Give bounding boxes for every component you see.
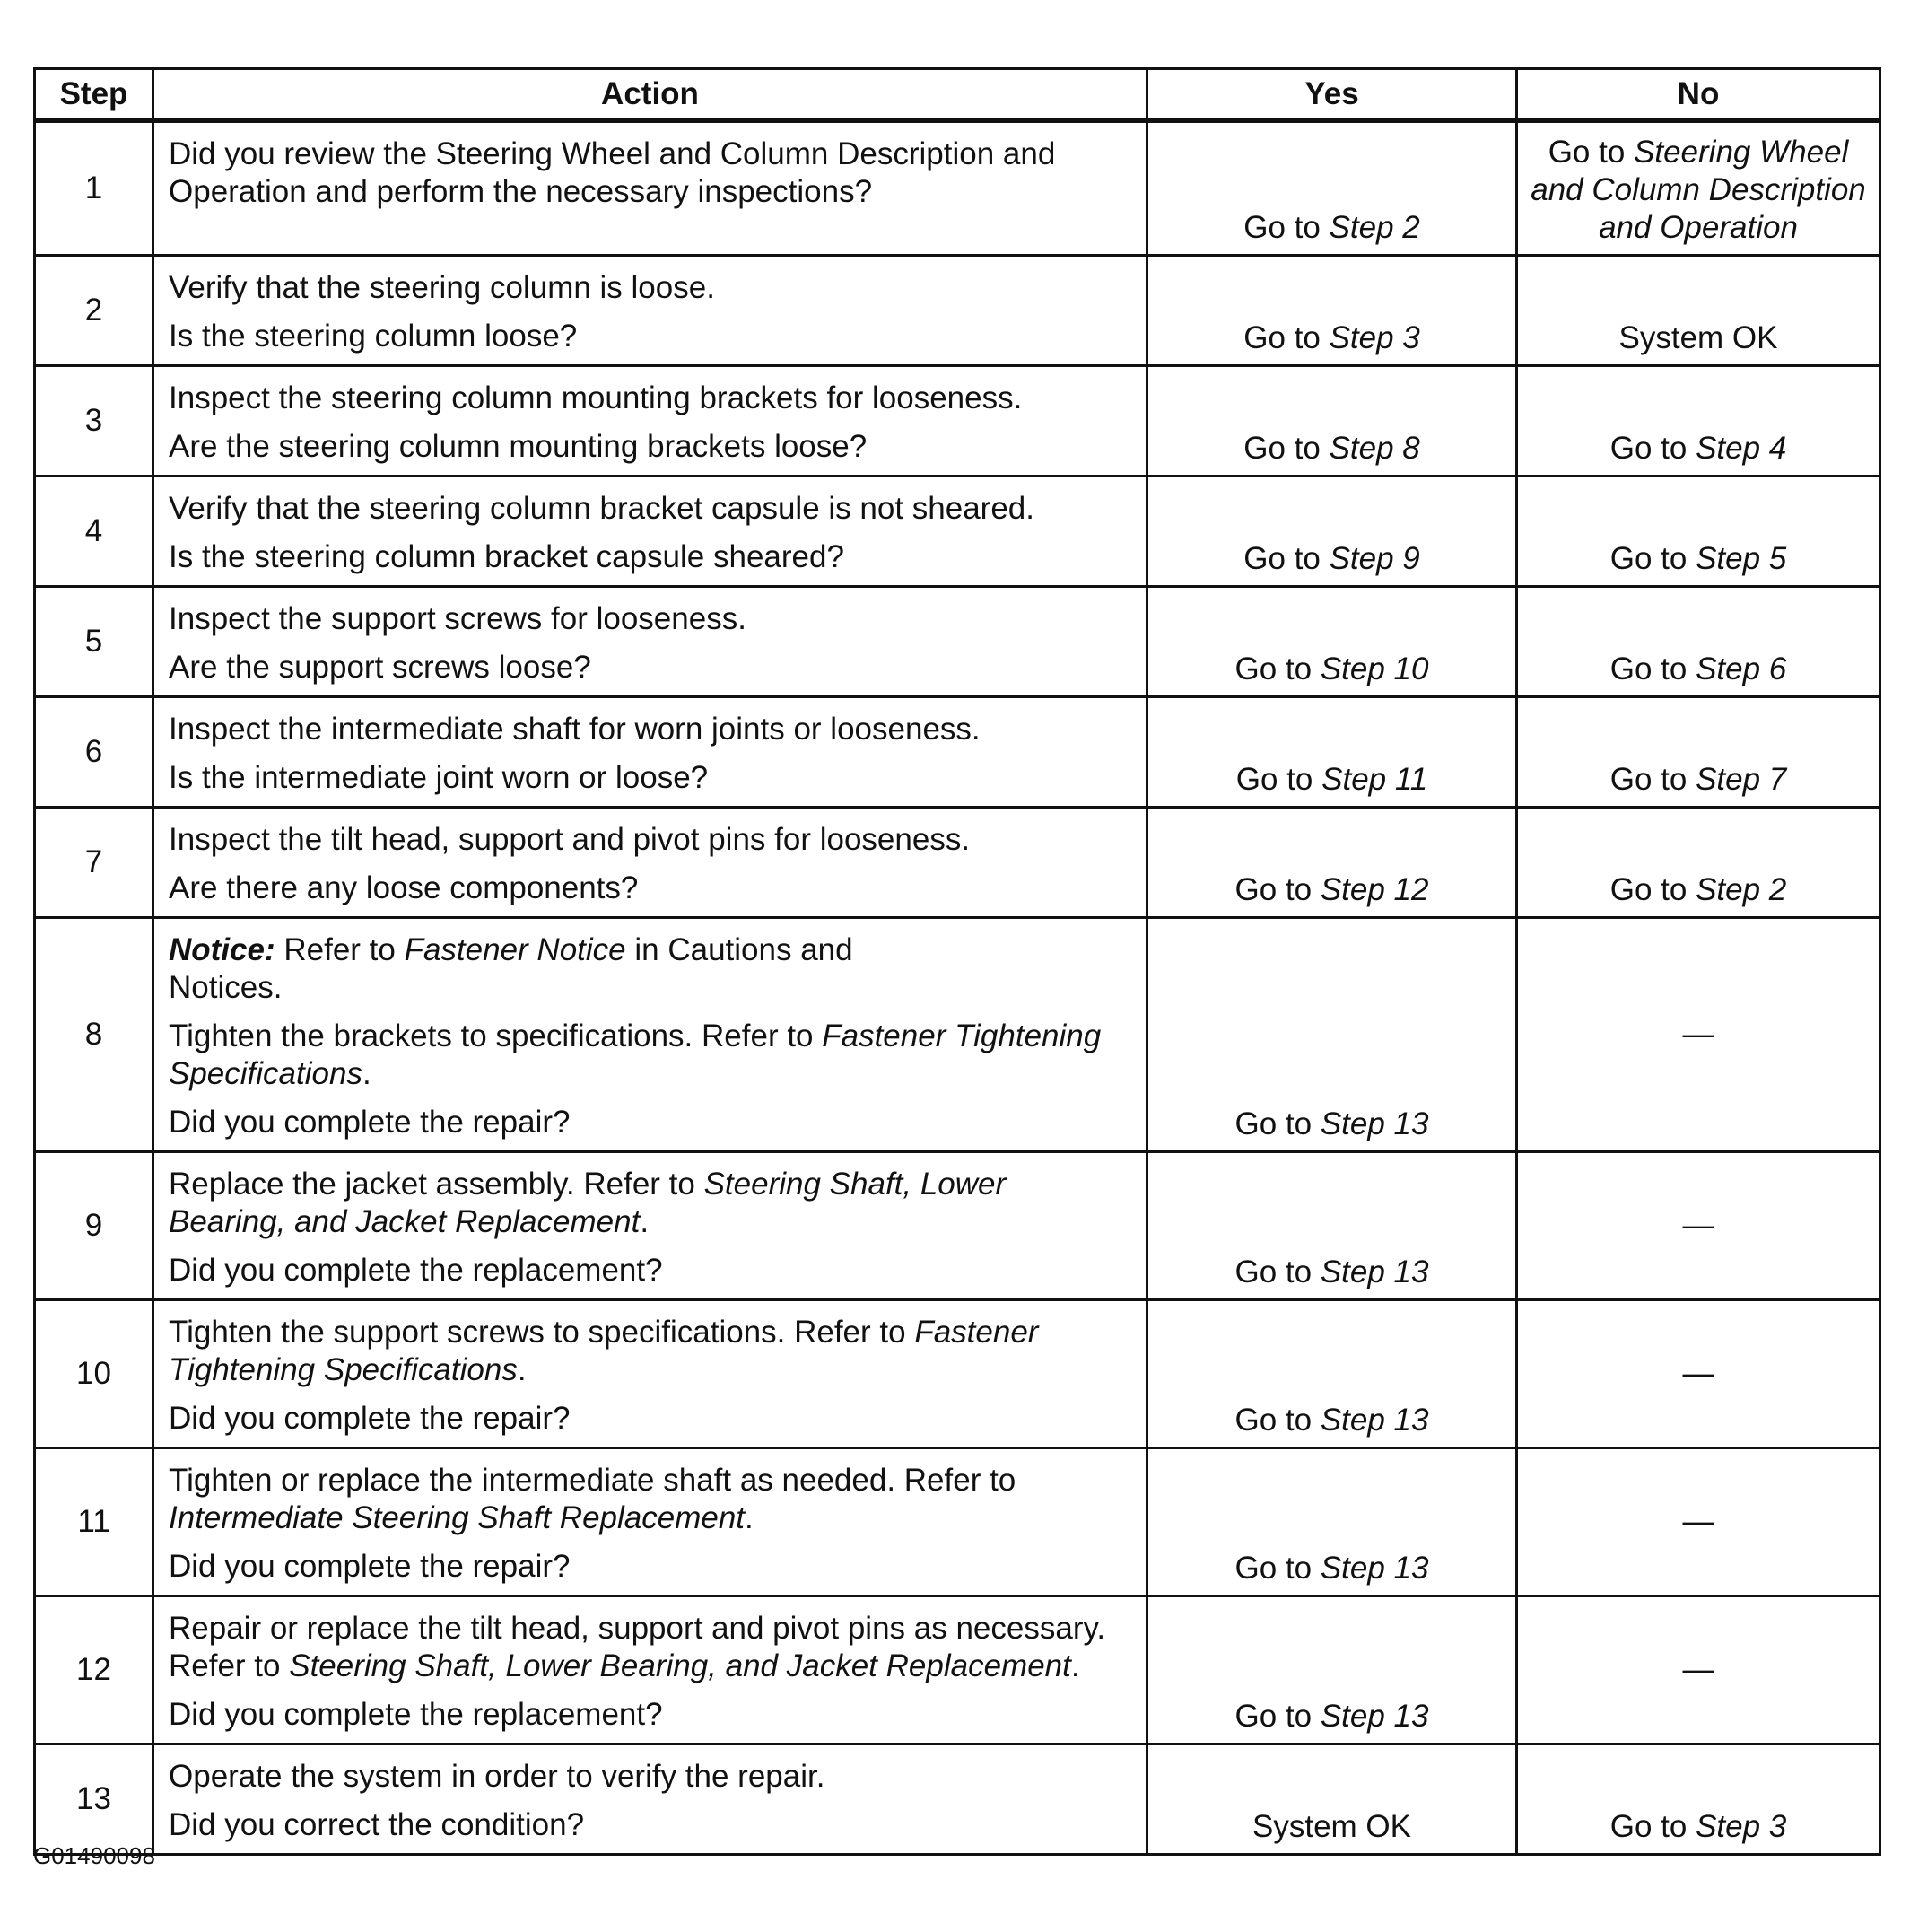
- reference-text: Steering Wheel and Column Description and Operation: [1531, 135, 1866, 245]
- text-run: Repair or replace the tilt head, support and pivot pins as necessary. Refer to: [169, 1611, 1106, 1683]
- header-row: [35, 69, 1880, 121]
- action-paragraph: [169, 1104, 1131, 1141]
- column-header-action: Action: [153, 69, 1147, 121]
- text-run: Did you complete the repair?: [169, 1105, 571, 1140]
- action-paragraph: [169, 1462, 1131, 1537]
- text-run: —: [1682, 1652, 1714, 1687]
- no-result: [1517, 587, 1880, 697]
- action-paragraph: [169, 931, 1131, 1007]
- text-run: Go to: [1243, 320, 1330, 355]
- no-result: [1517, 1152, 1880, 1300]
- reference-text: Step 4: [1696, 431, 1787, 466]
- text-run: Are there any loose components?: [169, 870, 639, 905]
- reference-text: Steering Shaft, Lower Bearing, and Jacket Replacement: [289, 1648, 1071, 1683]
- text-run: in Cautions and: [625, 932, 853, 967]
- reference-text: Step 9: [1329, 541, 1420, 576]
- action-paragraph: [169, 1166, 1131, 1241]
- text-run: Verify that the steering column is loose.: [169, 270, 715, 305]
- step-number: 13: [35, 1744, 153, 1855]
- text-run: Verify that the steering column bracket capsule is not sheared.: [169, 491, 1034, 526]
- step-number: 8: [35, 918, 153, 1152]
- text-run: —: [1682, 1208, 1714, 1243]
- text-run: Notices.: [169, 970, 283, 1005]
- action-paragraph: [169, 1252, 1131, 1289]
- text-run: Refer to: [275, 932, 405, 967]
- text-run: Tighten the support screws to specifications. Refer to: [169, 1315, 915, 1350]
- text-run: .: [745, 1500, 754, 1535]
- text-run: Inspect the tilt head, support and pivot pins for looseness.: [169, 822, 971, 857]
- column-header-yes: Yes: [1147, 69, 1517, 121]
- action-paragraph: [169, 649, 1131, 686]
- action-cell: [153, 587, 1147, 697]
- reference-text: Step 13: [1320, 1699, 1429, 1734]
- text-run: System OK: [1252, 1809, 1411, 1844]
- text-run: Go to: [1609, 762, 1696, 797]
- yes-result: [1147, 1300, 1517, 1448]
- action-cell: [153, 476, 1147, 587]
- action-cell: [153, 1152, 1147, 1300]
- text-run: .: [1070, 1648, 1080, 1683]
- reference-text: Step 13: [1320, 1551, 1429, 1586]
- yes-result: [1147, 1448, 1517, 1596]
- table-row: [35, 808, 1880, 918]
- text-run: Go to: [1548, 135, 1635, 170]
- notice-label: Notice:: [169, 932, 275, 967]
- reference-text: Step 6: [1696, 651, 1787, 686]
- reference-text: Step 2: [1696, 872, 1787, 907]
- step-number: 11: [35, 1448, 153, 1596]
- reference-text: Intermediate Steering Shaft Replacement: [169, 1500, 746, 1535]
- text-run: Are the steering column mounting brackets loose?: [169, 429, 868, 464]
- action-paragraph: [169, 711, 1131, 748]
- text-run: Go to: [1243, 210, 1330, 245]
- action-paragraph: [169, 1610, 1131, 1685]
- step-number: 9: [35, 1152, 153, 1300]
- action-cell: [153, 808, 1147, 918]
- yes-result: [1147, 918, 1517, 1152]
- text-run: Tighten the brackets to specifications. Refer to: [169, 1018, 823, 1053]
- no-result: [1517, 1448, 1880, 1596]
- action-paragraph: [169, 1806, 1131, 1844]
- column-header-step: Step: [35, 69, 153, 121]
- step-number: 6: [35, 697, 153, 808]
- figure-id-label: G01490098: [33, 1842, 155, 1869]
- table-row: [35, 1300, 1880, 1448]
- reference-text: Step 7: [1696, 762, 1787, 797]
- action-cell: [153, 1300, 1147, 1448]
- action-paragraph: [169, 380, 1131, 417]
- action-paragraph: [169, 821, 1131, 859]
- action-paragraph: [169, 600, 1131, 638]
- reference-text: Steering Shaft, Lower Bearing, and Jacket Replacement: [169, 1167, 1007, 1239]
- text-run: Go to: [1234, 1403, 1321, 1438]
- reference-text: Step 8: [1329, 431, 1420, 466]
- reference-text: Step 11: [1321, 762, 1428, 797]
- action-paragraph: [169, 1400, 1131, 1438]
- text-run: Go to: [1609, 431, 1696, 466]
- action-paragraph: [169, 318, 1131, 355]
- text-run: Did you complete the replacement?: [169, 1697, 663, 1732]
- text-run: Inspect the intermediate shaft for worn joints or looseness.: [169, 712, 981, 747]
- action-paragraph: [169, 1018, 1131, 1093]
- action-paragraph: [169, 1696, 1131, 1734]
- reference-text: Step 13: [1320, 1254, 1429, 1289]
- text-run: —: [1682, 1504, 1714, 1539]
- action-cell: [153, 697, 1147, 808]
- step-number: 4: [35, 476, 153, 587]
- action-paragraph: [169, 870, 1131, 907]
- table-row: [35, 366, 1880, 476]
- text-run: Operate the system in order to verify the repair.: [169, 1759, 825, 1794]
- yes-result: [1147, 1596, 1517, 1744]
- no-result: [1517, 697, 1880, 808]
- text-run: .: [517, 1352, 527, 1387]
- text-run: Go to: [1609, 651, 1696, 686]
- text-run: Go to: [1234, 1551, 1321, 1586]
- text-run: Go to: [1243, 431, 1330, 466]
- yes-result: [1147, 587, 1517, 697]
- action-paragraph: [169, 759, 1131, 797]
- text-run: Go to: [1609, 541, 1696, 576]
- no-result: [1517, 256, 1880, 366]
- text-run: Go to: [1609, 872, 1696, 907]
- step-number: 10: [35, 1300, 153, 1448]
- text-run: —: [1682, 1356, 1714, 1391]
- text-run: Go to: [1234, 1106, 1321, 1141]
- step-number: 7: [35, 808, 153, 918]
- step-number: 12: [35, 1596, 153, 1744]
- text-run: Is the intermediate joint worn or loose?: [169, 760, 709, 795]
- action-cell: [153, 1744, 1147, 1855]
- text-run: Go to: [1234, 1699, 1321, 1734]
- action-paragraph: [169, 1314, 1131, 1389]
- text-run: Go to: [1243, 541, 1330, 576]
- action-cell: [153, 366, 1147, 476]
- table-row: [35, 1448, 1880, 1596]
- reference-text: Step 5: [1696, 541, 1787, 576]
- table-row: [35, 918, 1880, 1152]
- action-paragraph: [169, 1548, 1131, 1586]
- text-run: Inspect the support screws for looseness.: [169, 601, 746, 636]
- no-result: [1517, 476, 1880, 587]
- table-row: [35, 1744, 1880, 1855]
- text-run: System OK: [1618, 320, 1778, 355]
- text-run: Did you correct the condition?: [169, 1807, 585, 1842]
- action-paragraph: [169, 428, 1131, 466]
- diagnostic-table: [33, 67, 1881, 1856]
- text-run: Did you complete the replacement?: [169, 1253, 663, 1288]
- no-result: [1517, 918, 1880, 1152]
- text-run: Is the steering column bracket capsule sheared?: [169, 539, 844, 574]
- text-run: Replace the jacket assembly. Refer to: [169, 1167, 704, 1202]
- yes-result: [1147, 366, 1517, 476]
- text-run: Is the steering column loose?: [169, 319, 578, 354]
- no-result: [1517, 121, 1880, 256]
- reference-text: Step 3: [1329, 320, 1420, 355]
- column-header-no: No: [1517, 69, 1880, 121]
- table-row: [35, 1152, 1880, 1300]
- no-result: [1517, 366, 1880, 476]
- table-row: [35, 587, 1880, 697]
- reference-text: Fastener Tightening Specifications: [169, 1315, 1039, 1387]
- reference-text: Step 3: [1696, 1809, 1787, 1844]
- yes-result: [1147, 1744, 1517, 1855]
- yes-result: [1147, 256, 1517, 366]
- action-cell: [153, 1596, 1147, 1744]
- reference-text: Step 2: [1329, 210, 1420, 245]
- table-body: [35, 121, 1880, 1855]
- no-result: [1517, 1596, 1880, 1744]
- reference-text: Step 13: [1320, 1106, 1429, 1141]
- yes-result: [1147, 697, 1517, 808]
- text-run: Are the support screws loose?: [169, 650, 591, 685]
- step-number: 2: [35, 256, 153, 366]
- no-result: [1517, 1300, 1880, 1448]
- text-run: .: [362, 1056, 371, 1091]
- reference-text: Step 12: [1320, 872, 1429, 907]
- step-number: 1: [35, 121, 153, 256]
- text-run: Did you complete the repair?: [169, 1401, 571, 1436]
- action-paragraph: [169, 490, 1131, 528]
- table-row: [35, 121, 1880, 256]
- text-run: —: [1682, 1017, 1714, 1052]
- action-cell: [153, 256, 1147, 366]
- no-result: [1517, 808, 1880, 918]
- reference-text: Fastener Tightening Specifications: [169, 1018, 1102, 1091]
- table-row: [35, 476, 1880, 587]
- table-row: [35, 1596, 1880, 1744]
- action-paragraph: [169, 1758, 1131, 1796]
- text-run: Go to: [1234, 1254, 1321, 1289]
- action-cell: [153, 918, 1147, 1152]
- reference-text: Fastener Notice: [404, 932, 626, 967]
- text-run: Go to: [1609, 1809, 1696, 1844]
- table-row: [35, 256, 1880, 366]
- reference-text: Step 10: [1320, 651, 1429, 686]
- step-number: 5: [35, 587, 153, 697]
- text-run: Go to: [1234, 651, 1321, 686]
- no-result: [1517, 1744, 1880, 1855]
- yes-result: [1147, 808, 1517, 918]
- action-paragraph: [169, 538, 1131, 576]
- text-run: Did you review the Steering Wheel and Column Description and Operation and perform the necessary inspections?: [169, 136, 1056, 209]
- text-run: Inspect the steering column mounting brackets for looseness.: [169, 380, 1023, 415]
- text-run: .: [640, 1204, 650, 1239]
- yes-result: [1147, 1152, 1517, 1300]
- text-run: Did you complete the repair?: [169, 1549, 571, 1584]
- text-run: Tighten or replace the intermediate shaft as needed. Refer to: [169, 1463, 1016, 1498]
- yes-result: [1147, 476, 1517, 587]
- text-run: Go to: [1235, 762, 1322, 797]
- step-number: 3: [35, 366, 153, 476]
- table-row: [35, 697, 1880, 808]
- action-paragraph: [169, 136, 1131, 211]
- action-cell: [153, 121, 1147, 256]
- text-run: Go to: [1234, 872, 1321, 907]
- reference-text: Step 13: [1320, 1403, 1429, 1438]
- yes-result: [1147, 121, 1517, 256]
- action-paragraph: [169, 269, 1131, 307]
- action-cell: [153, 1448, 1147, 1596]
